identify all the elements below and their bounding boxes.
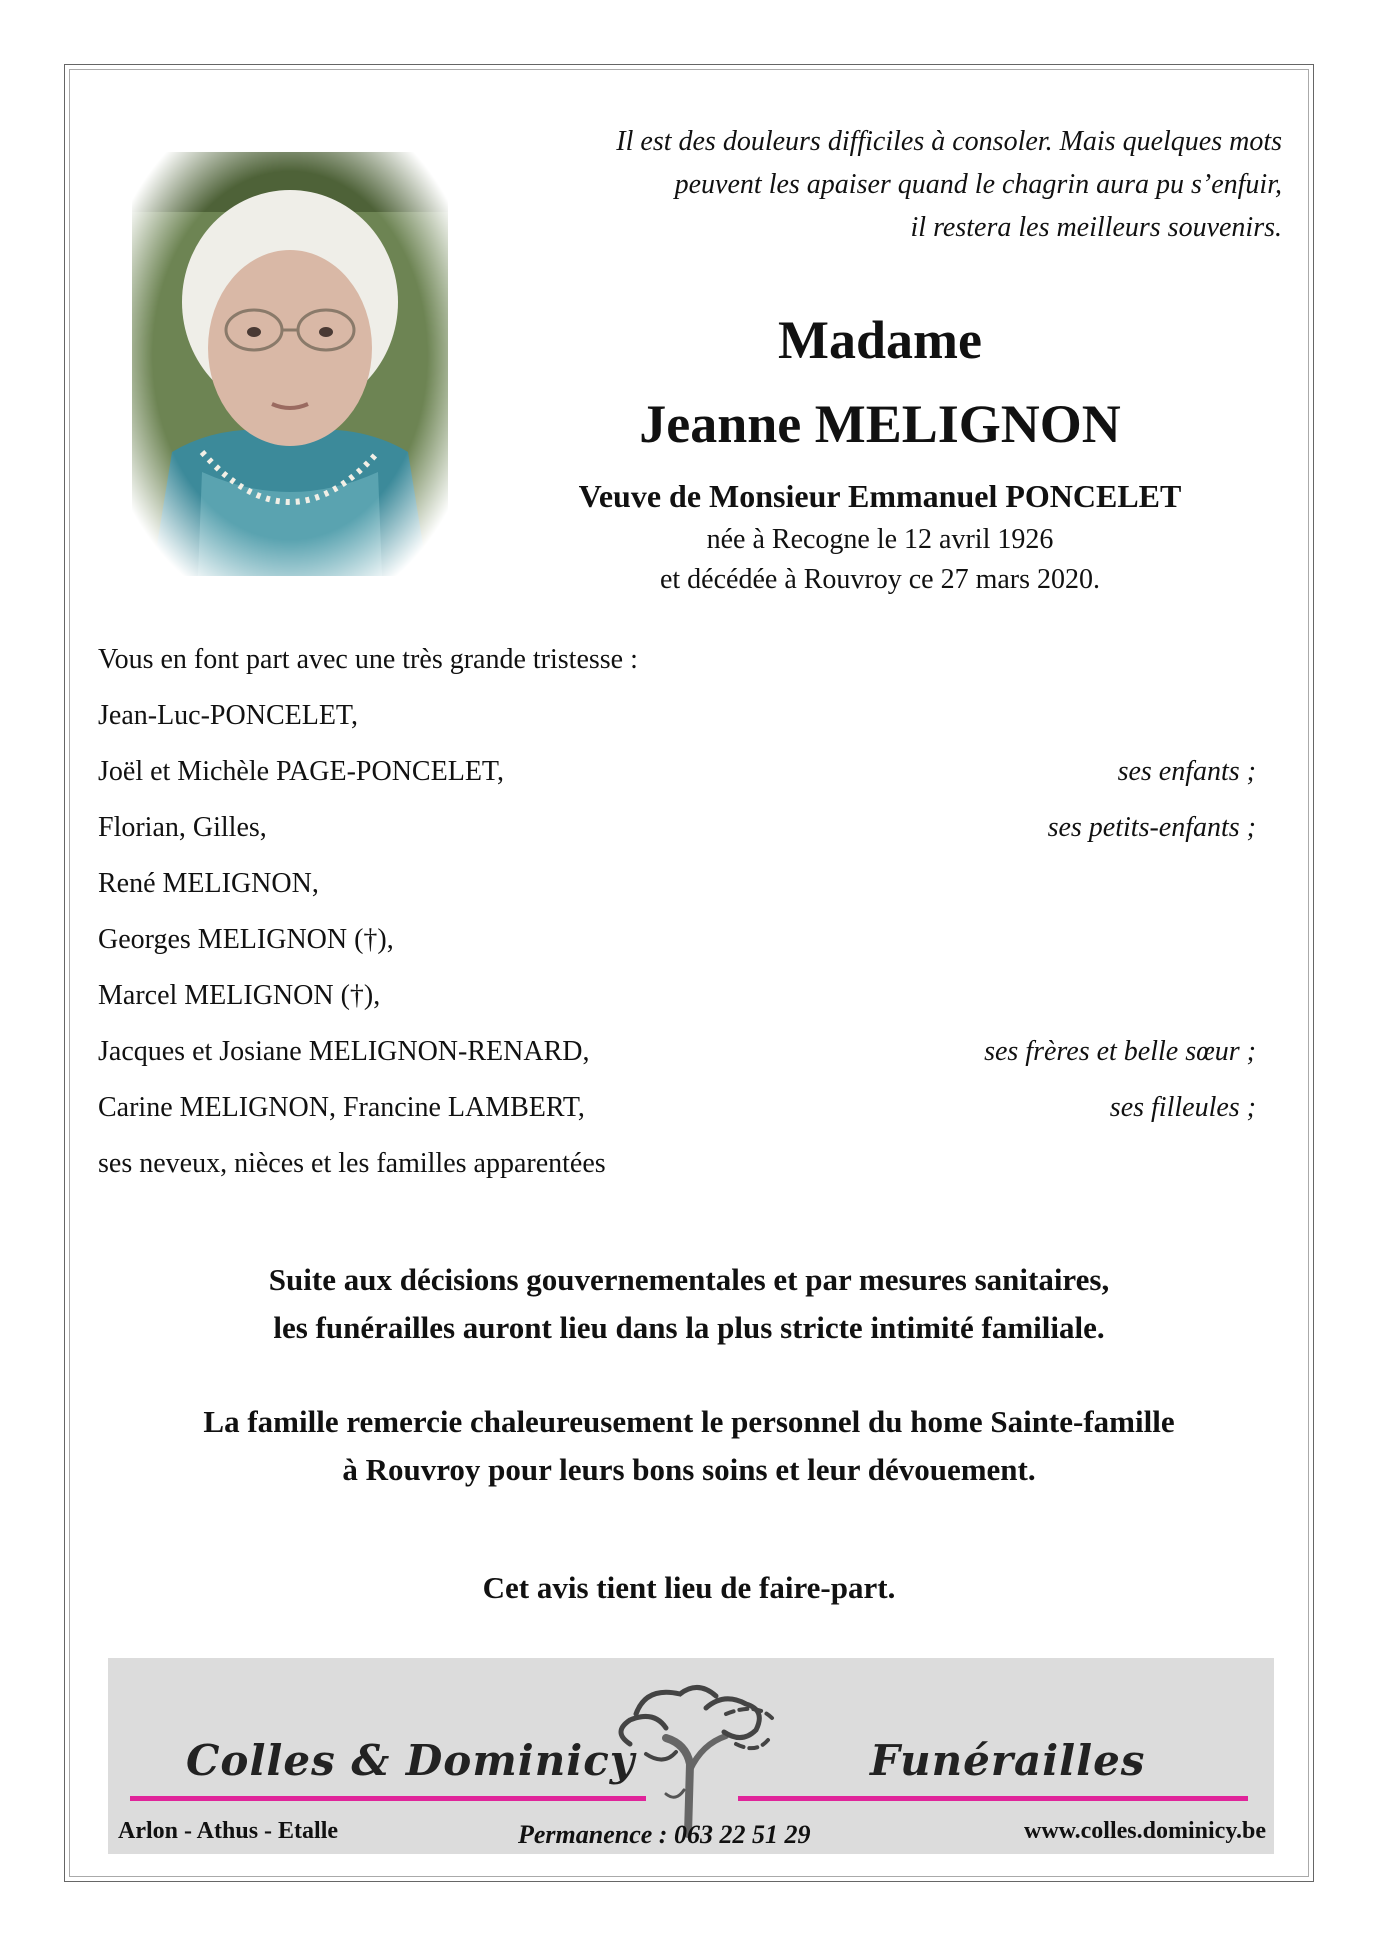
accent-line-left (130, 1796, 646, 1801)
family-row (98, 1024, 1256, 1080)
faire-part-notice (64, 1564, 1314, 1612)
deceased-title: Madame (778, 310, 982, 370)
spouse-line: Veuve de Monsieur Emmanuel PONCELET (578, 478, 1182, 514)
covid-notice (64, 1256, 1314, 1352)
accent-line-right (738, 1796, 1248, 1801)
family-intro-row (98, 632, 1256, 688)
family-row (98, 1136, 1256, 1192)
brand-name: Colles & Dominicy (186, 1736, 636, 1785)
covid-line: les funérailles auront lieu dans la plus stricte intimité familiale. (273, 1310, 1105, 1345)
family-names: René MELIGNON, (98, 868, 319, 899)
thanks-line: à Rouvroy pour leurs bons soins et leur dévouement. (342, 1452, 1036, 1487)
family-names: Georges MELIGNON (†), (98, 924, 394, 955)
family-names: Marcel MELIGNON (†), (98, 980, 381, 1011)
covid-line: Suite aux décisions gouvernementales et par mesures sanitaires, (268, 1262, 1110, 1297)
family-names: Jean-Luc-PONCELET, (98, 700, 358, 731)
thanks-notice (64, 1398, 1314, 1494)
notice-line: Cet avis tient lieu de faire-part. (482, 1570, 896, 1605)
poem-line: Il est des douleurs difficiles à consoler. Mais quelques mots (616, 126, 1282, 157)
family-row (98, 688, 1256, 744)
footer-phone: Permanence : 063 22 51 29 (518, 1820, 811, 1849)
family-relation: ses petits-enfants ; (1047, 812, 1256, 843)
deceased-block (500, 298, 1260, 600)
family-names: ses neveux, nièces et les familles apparentées (98, 1148, 606, 1179)
thanks-line: La famille remercie chaleureusement le personnel du home Sainte-famille (203, 1404, 1175, 1439)
family-list (98, 632, 1256, 1192)
family-names: Joël et Michèle PAGE-PONCELET, (98, 756, 504, 787)
family-names: Florian, Gilles, (98, 812, 267, 843)
family-row (98, 744, 1256, 800)
portrait-photo (132, 152, 448, 576)
family-row (98, 800, 1256, 856)
family-intro: Vous en font part avec une très grande tristesse : (98, 644, 638, 675)
brand-service: Funérailles (870, 1736, 1146, 1785)
death-line: et décédée à Rouvroy ce 27 mars 2020. (659, 564, 1101, 595)
family-relation: ses frères et belle sœur ; (984, 1036, 1256, 1067)
footer-website: www.colles.dominicy.be (1023, 1818, 1266, 1844)
poem-line: il restera les meilleurs souvenirs. (910, 212, 1282, 243)
funeral-home-banner (108, 1658, 1274, 1854)
condolence-poem (462, 120, 1282, 249)
family-row (98, 1080, 1256, 1136)
birth-line: née à Recogne le 12 avril 1926 (706, 524, 1054, 555)
family-row (98, 856, 1256, 912)
tree-logo-icon (606, 1674, 786, 1840)
poem-line: peuvent les apaiser quand le chagrin aura pu s’enfuir, (674, 169, 1282, 200)
deceased-name: Jeanne MELIGNON (639, 394, 1121, 454)
family-names: Jacques et Josiane MELIGNON-RENARD, (98, 1036, 590, 1067)
footer-cities: Arlon - Athus - Etalle (118, 1818, 339, 1844)
family-relation: ses enfants ; (1117, 756, 1256, 787)
family-relation: ses filleules ; (1109, 1092, 1256, 1123)
family-row (98, 912, 1256, 968)
family-row (98, 968, 1256, 1024)
family-names: Carine MELIGNON, Francine LAMBERT, (98, 1092, 585, 1123)
